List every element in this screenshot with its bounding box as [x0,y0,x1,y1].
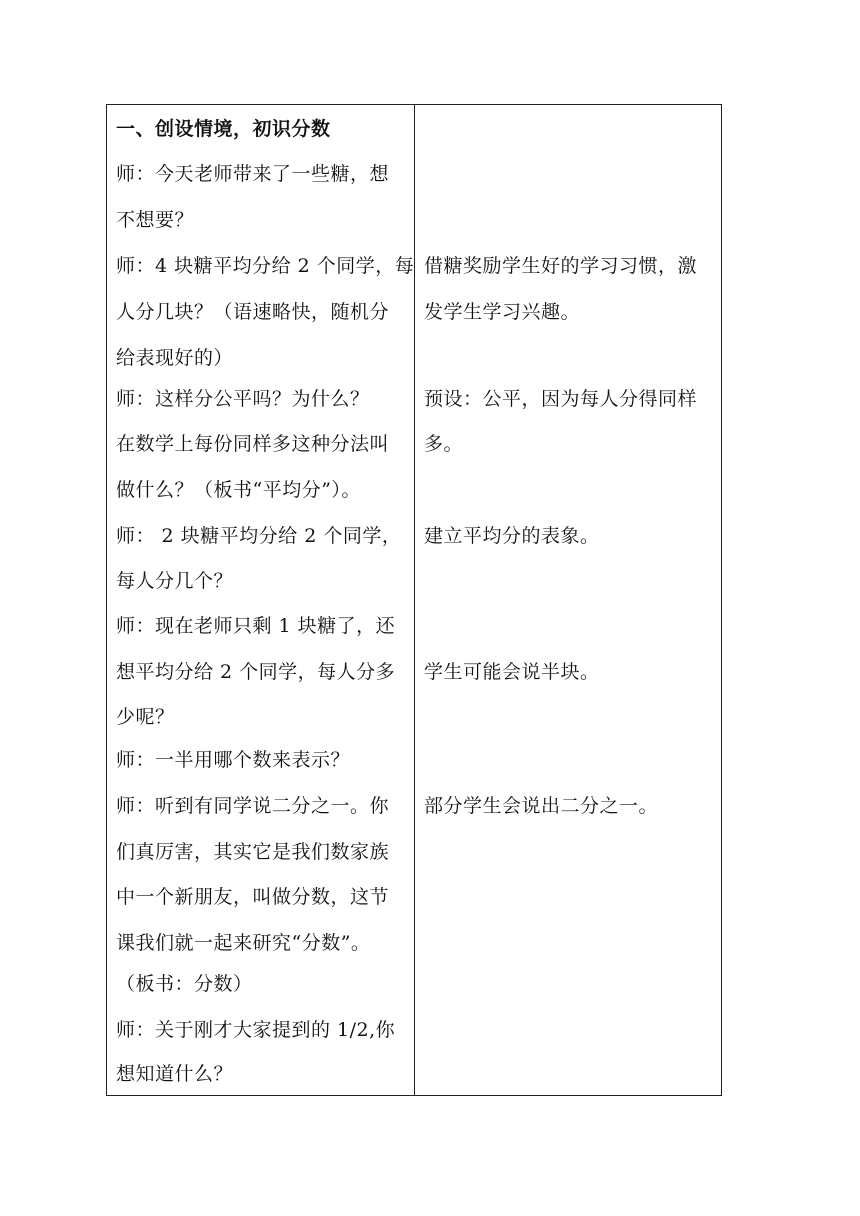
text-line: 多。 [424,433,464,455]
text-line: 师：现在老师只剩 1 块糖了，还 [116,615,396,637]
text-line: 师：一半用哪个数来表示？ [116,749,351,771]
text-line: 在数学上每份同样多这种分法叫 [116,433,390,455]
text-line: 想知道什么？ [116,1063,234,1085]
section-heading: 一、创设情境，初识分数 [116,118,331,140]
text-line: 师：关于刚才大家提到的 1/2,你 [116,1019,396,1041]
text-line: 师：听到有同学说二分之一。你 [116,795,390,817]
text-line: 预设：公平，因为每人分得同样 [424,388,698,410]
text-line: 人分几块？（语速略快，随机分 [116,301,390,323]
text-line: 师： 2 块糖平均分给 2 个同学， [116,525,402,547]
column-divider [414,104,415,1096]
text-line: 发学生学习兴趣。 [424,301,581,323]
text-line: 部分学生会说出二分之一。 [424,795,659,817]
text-line: 学生可能会说半块。 [424,661,600,683]
text-line: 不想要？ [116,209,195,231]
text-line: 师：4 块糖平均分给 2 个同学，每 [116,255,415,277]
text-line: （板书：分数） [116,973,253,995]
text-line: 课我们就一起来研究“分数”。 [116,932,371,954]
text-line: 做什么？（板书“平均分”）。 [116,479,361,501]
text-line: 每人分几个？ [116,570,234,592]
text-line: 给表现好的） [116,347,234,369]
text-line: 借糖奖励学生好的学习习惯，激 [424,255,698,277]
text-line: 想平均分给 2 个同学，每人分多 [116,661,396,683]
text-line: 师：今天老师带来了一些糖，想 [116,163,390,185]
text-line: 建立平均分的表象。 [424,525,600,547]
text-line: 们真厉害，其实它是我们数家族 [116,841,390,863]
text-line: 少呢？ [116,706,175,728]
text-line: 师：这样分公平吗？为什么？ [116,388,370,410]
text-line: 中一个新朋友，叫做分数，这节 [116,886,390,908]
